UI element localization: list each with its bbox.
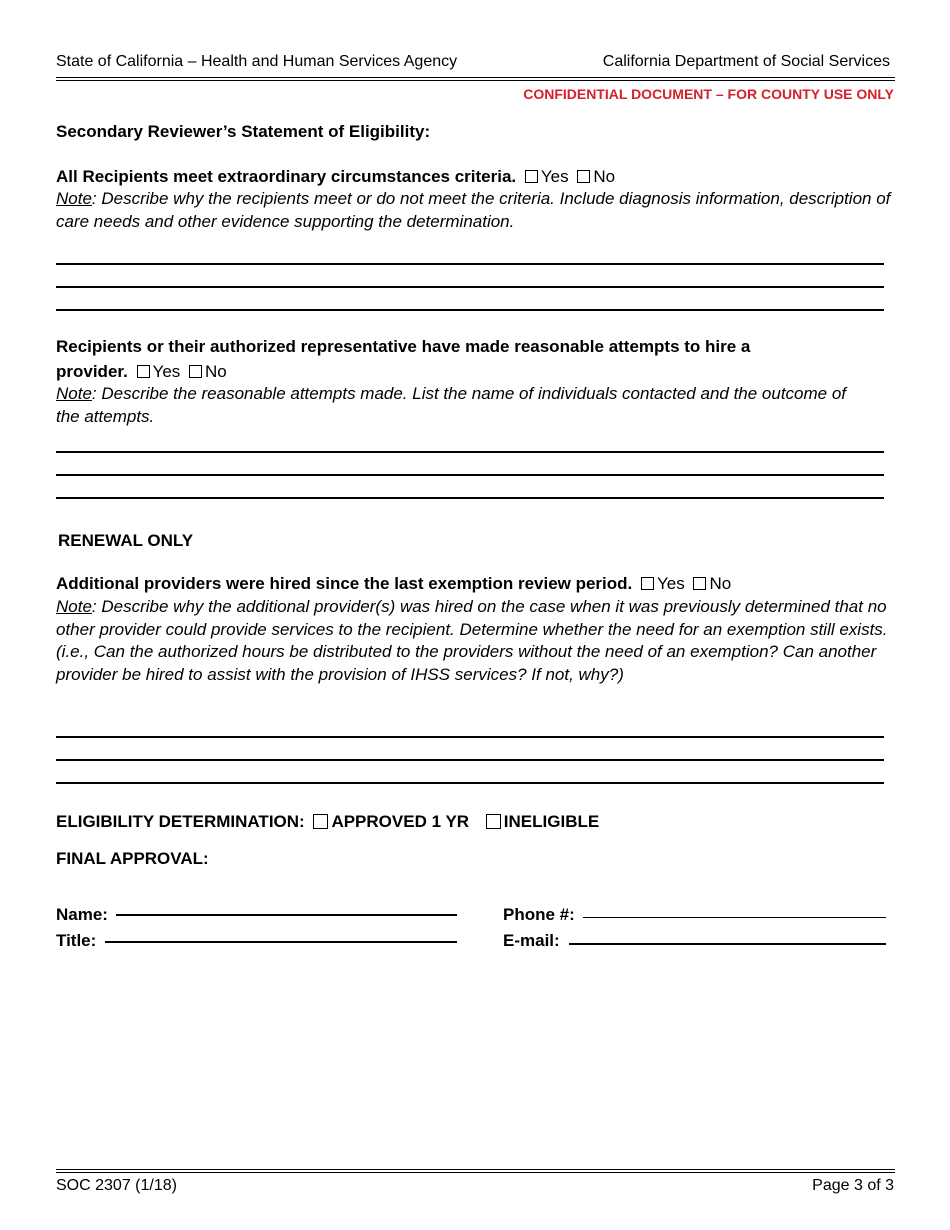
q1-yes-checkbox[interactable]	[525, 170, 538, 183]
confidential-notice: CONFIDENTIAL DOCUMENT – FOR COUNTY USE ONLY	[523, 86, 894, 102]
phone-label: Phone #:	[503, 905, 575, 924]
agency-name: State of California – Health and Human Services Agency	[56, 53, 458, 70]
footer-rule	[56, 1169, 895, 1173]
q1-note-text: : Describe why the recipients meet or do not meet the criteria. Include diagnosis information, description of care needs and other evidence supporting the determination.	[56, 189, 891, 231]
q2-answer-line-1[interactable]	[56, 451, 884, 453]
q2-note	[56, 383, 856, 428]
title-label: Title:	[56, 931, 97, 950]
form-id: SOC 2307 (1/18)	[56, 1177, 177, 1194]
name-field[interactable]	[116, 914, 457, 916]
q1-answer-line-1[interactable]	[56, 263, 884, 265]
approved-label: APPROVED 1 YR	[331, 812, 470, 831]
q3-no-checkbox[interactable]	[693, 577, 706, 590]
q3-note	[56, 596, 898, 686]
q3-note-text: : Describe why the additional provider(s) was hired on the case when it was previously determined that no other provider could provide services to the recipient. Determine whether the need for an exemption still exists. (i.e., Can the authorized hours be distributed to the providers without the need of an exemption? Can another provider be hired to assist with the provision of IHSS services? If not, why?)	[56, 597, 888, 684]
q2-no-checkbox[interactable]	[189, 365, 202, 378]
phone-field[interactable]	[583, 917, 886, 918]
q2-answer-line-3[interactable]	[56, 497, 884, 499]
renewal-title: RENEWAL ONLY	[58, 531, 194, 550]
final-approval-title: FINAL APPROVAL:	[56, 849, 209, 868]
q3-note-label: Note	[56, 597, 92, 616]
approved-checkbox[interactable]	[313, 814, 328, 829]
q1-answer-line-3[interactable]	[56, 309, 884, 311]
q2-row	[56, 362, 227, 382]
email-field[interactable]	[569, 943, 886, 945]
q2-yes-label: Yes	[152, 362, 181, 381]
q1-no-checkbox[interactable]	[577, 170, 590, 183]
q2-yes-checkbox[interactable]	[137, 365, 150, 378]
determination-label: ELIGIBILITY DETERMINATION:	[56, 812, 305, 831]
ineligible-label: INELIGIBLE	[503, 812, 600, 831]
email-label: E-mail:	[503, 931, 560, 950]
q3-answer-line-3[interactable]	[56, 782, 884, 784]
q1-row	[56, 167, 615, 187]
q3-answer-line-1[interactable]	[56, 736, 884, 738]
q2-question-line2: provider.	[56, 362, 128, 381]
q1-no-label: No	[593, 167, 616, 186]
q3-row	[56, 574, 731, 594]
q2-note-label: Note	[56, 384, 92, 403]
title-field[interactable]	[105, 941, 457, 943]
q1-note	[56, 188, 916, 233]
q3-question: Additional providers were hired since the last exemption review period.	[56, 574, 633, 593]
q1-question: All Recipients meet extraordinary circumstances criteria.	[56, 167, 517, 186]
q3-yes-checkbox[interactable]	[641, 577, 654, 590]
q3-yes-label: Yes	[657, 574, 685, 593]
q2-answer-line-2[interactable]	[56, 474, 884, 476]
q2-no-label: No	[205, 362, 227, 381]
q3-answer-line-2[interactable]	[56, 759, 884, 761]
department-name: California Department of Social Services	[602, 53, 890, 70]
q1-answer-line-2[interactable]	[56, 286, 884, 288]
header-rule	[56, 77, 895, 81]
ineligible-checkbox[interactable]	[486, 814, 501, 829]
q1-note-label: Note	[56, 189, 92, 208]
q2-question-line1: Recipients or their authorized representative have made reasonable attempts to hire a	[56, 337, 751, 356]
q1-yes-label: Yes	[540, 167, 569, 186]
page-number: Page 3 of 3	[812, 1177, 894, 1194]
q2-note-text: : Describe the reasonable attempts made. List the name of individuals contacted and the outcome of the attempts.	[56, 384, 847, 426]
q3-no-label: No	[709, 574, 732, 593]
name-label: Name:	[56, 905, 108, 924]
section-title: Secondary Reviewer’s Statement of Eligibility:	[56, 122, 431, 141]
determination-row	[56, 812, 599, 832]
